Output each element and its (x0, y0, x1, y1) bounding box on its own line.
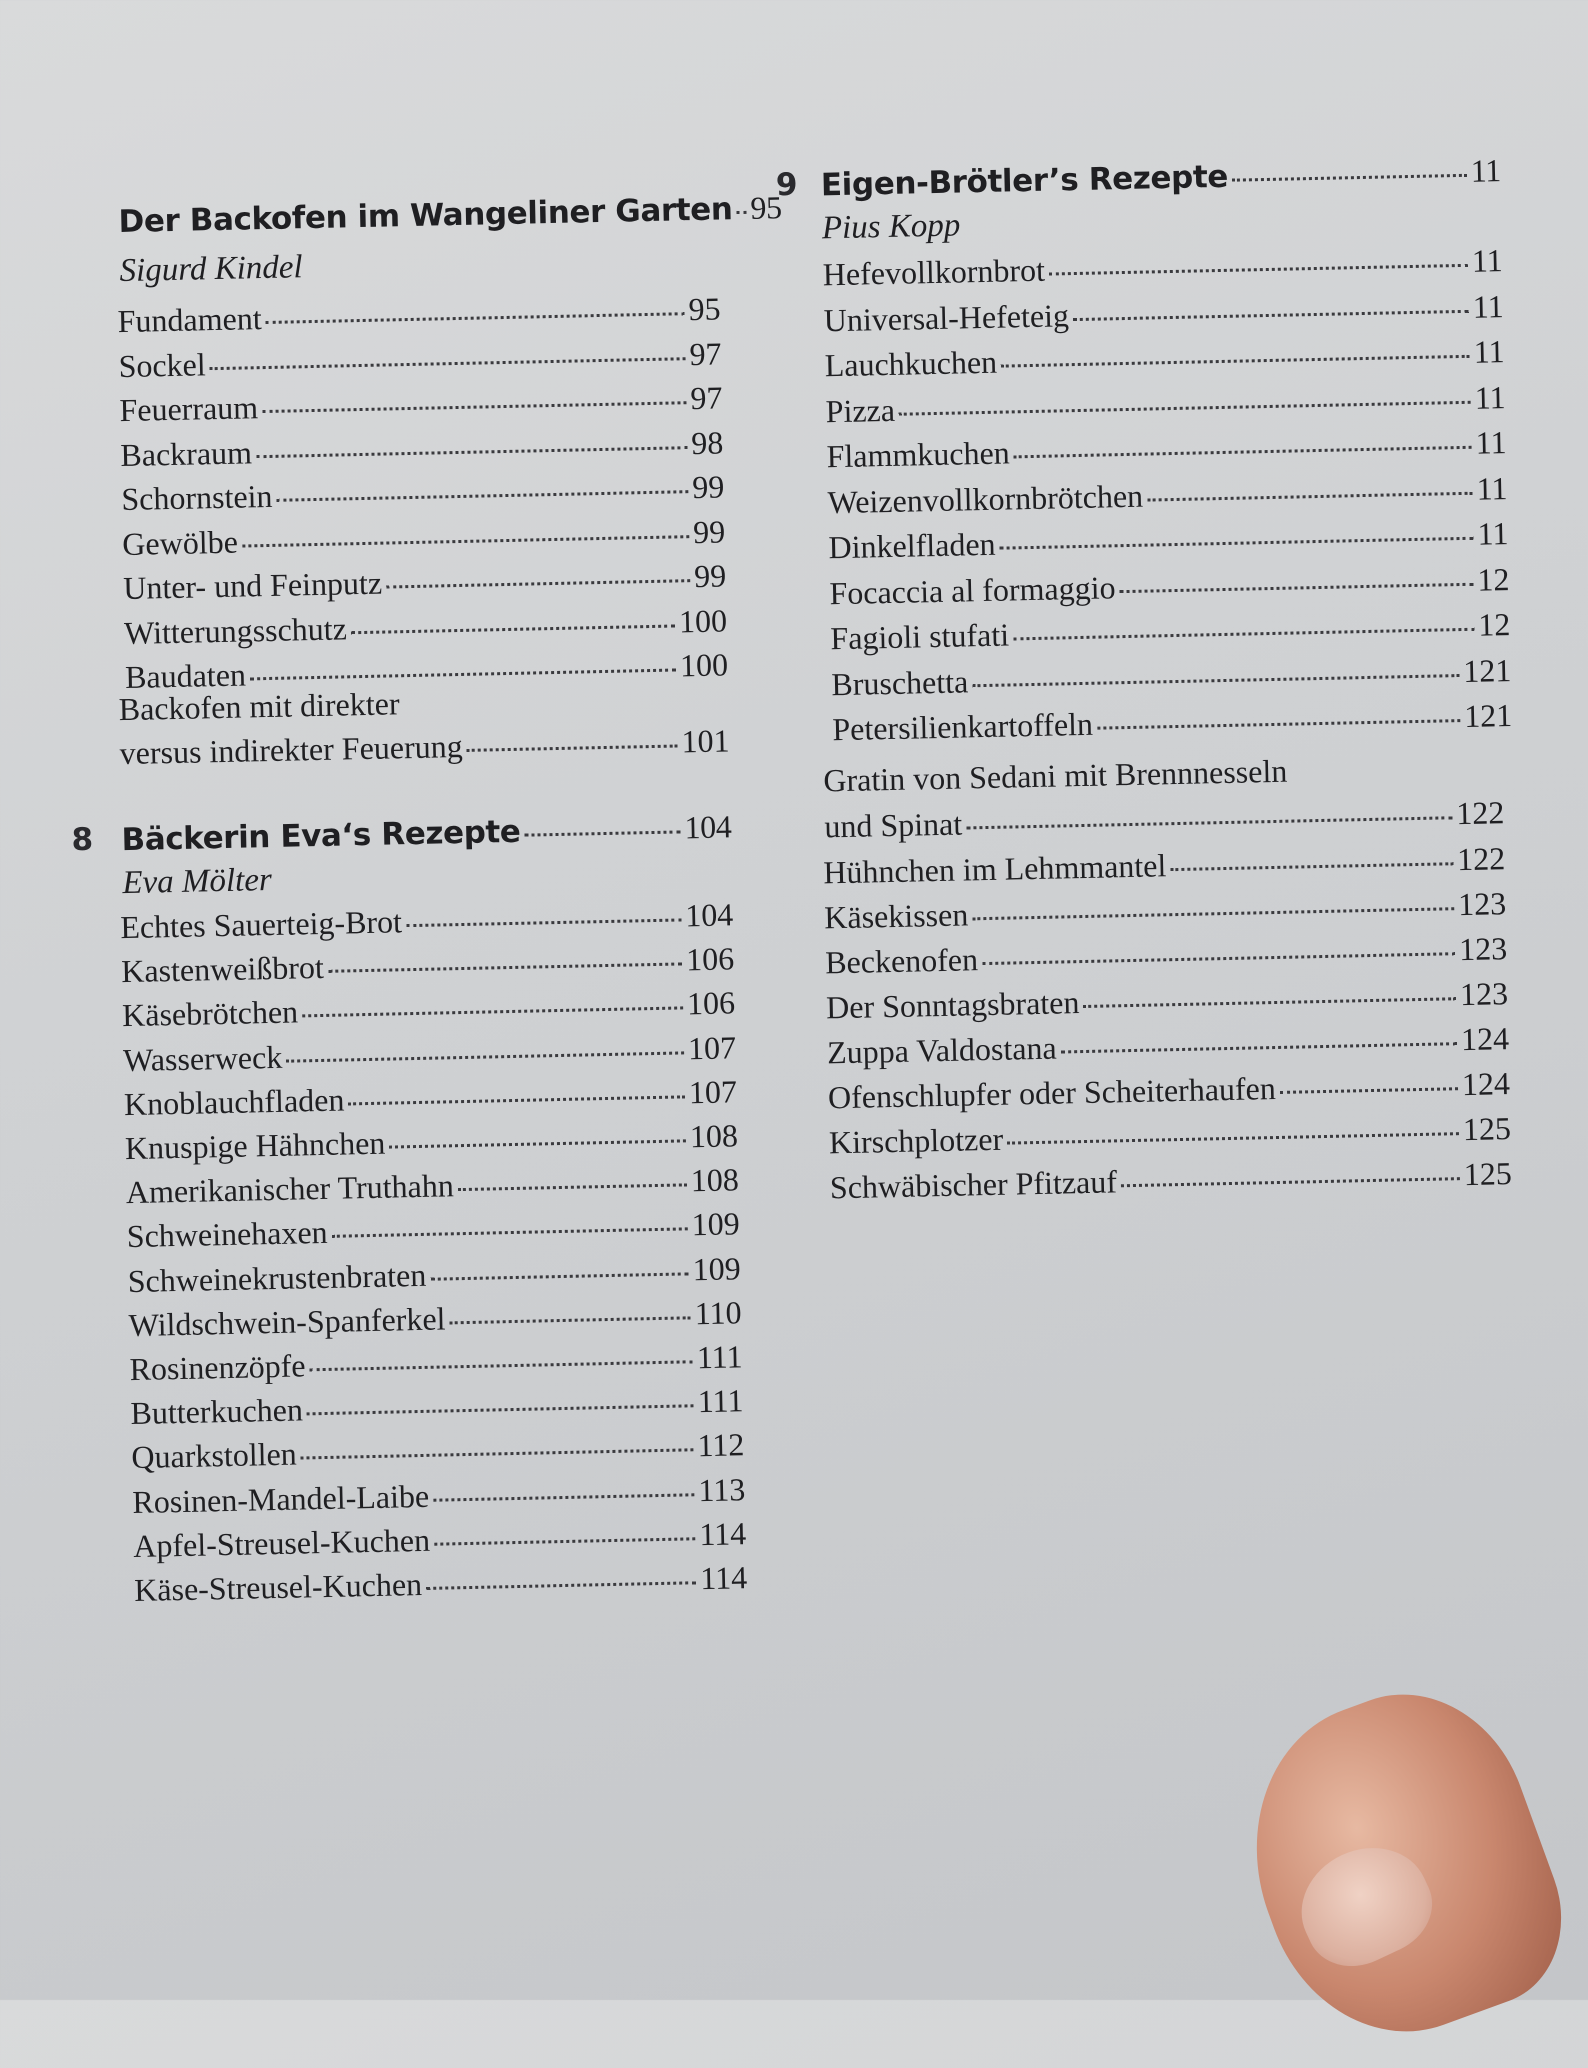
page-number: 114 (698, 1514, 747, 1552)
chapter-author: Eva Mölter (122, 861, 273, 902)
dot-leader (262, 399, 686, 413)
toc-entry-label: Witterungsschutz (123, 609, 348, 651)
toc-entry-label: Kirschplotzer (828, 1120, 1004, 1161)
page-number: 108 (690, 1161, 740, 1199)
dot-leader (1232, 172, 1467, 182)
page-number: 99 (693, 557, 727, 595)
toc-entry-label: Kastenweißbrot (120, 949, 325, 990)
page-number: 97 (689, 334, 722, 372)
dot-leader (434, 1535, 695, 1545)
dot-leader (433, 1491, 694, 1501)
toc-entry-label: Universal-Hefeteig (823, 296, 1070, 338)
chapter-number: 8 (71, 821, 94, 859)
dot-leader (1170, 860, 1453, 871)
page-number: 107 (688, 1073, 738, 1111)
toc-entry-label: Quarkstollen (131, 1435, 298, 1476)
toc-entry-label: Unter- und Feinputz (122, 564, 383, 607)
toc-entry-label: Schwäbischer Pfitzauf (829, 1163, 1118, 1206)
page-number: 113 (698, 1470, 746, 1508)
toc-entry-label: Amerikanischer Truthahn (125, 1167, 455, 1211)
dot-leader (1073, 307, 1469, 320)
toc-entry-label: Der Sonntagsbraten (825, 984, 1080, 1026)
toc-entry-label: Lauchkuchen (824, 343, 998, 384)
dot-leader (972, 672, 1459, 687)
toc-entry (129, 1338, 743, 1388)
toc-entry (124, 602, 728, 652)
dot-leader (1083, 995, 1456, 1008)
dot-leader (1001, 353, 1470, 368)
toc-entry-line1: Gratin von Sedani mit Brennnesseln (823, 752, 1288, 799)
dot-leader (426, 1579, 696, 1590)
chapter-title: Eigen-Brötler’s Rezepte (820, 158, 1229, 204)
dot-leader (250, 666, 676, 680)
toc-entry-line1: Backofen mit direkter (118, 685, 400, 728)
toc-entry (134, 1559, 748, 1609)
page-number: 125 (1462, 1110, 1512, 1148)
page-number: 112 (697, 1426, 745, 1464)
toc-entry (119, 722, 730, 772)
chapter-heading (71, 808, 732, 859)
toc-entry (121, 941, 735, 991)
toc-entry (123, 557, 727, 607)
toc-entry (128, 1294, 742, 1344)
dot-leader (332, 1226, 688, 1238)
page-number: 106 (686, 984, 736, 1022)
toc-entry (829, 561, 1510, 612)
dot-leader (348, 1093, 685, 1105)
toc-entry-label: Rosinen-Mandel-Laibe (131, 1477, 430, 1520)
page-number: 124 (1461, 1065, 1511, 1103)
dot-leader (210, 355, 686, 370)
page-number: 100 (678, 601, 728, 639)
toc-entry-label: Fagioli stufati (830, 616, 1010, 657)
toc-entry-label: Käsekissen (823, 896, 969, 936)
toc-entry-label: Hühnchen im Lehmmantel (822, 847, 1167, 891)
dot-leader (310, 1358, 693, 1371)
toc-entry-label: Beckenofen (824, 941, 979, 981)
dot-leader (1007, 1130, 1459, 1144)
toc-entry (132, 1471, 746, 1521)
page-number: 121 (1462, 651, 1512, 689)
chapter-heading (775, 152, 1502, 204)
toc-entry-label: Bruschetta (831, 662, 969, 702)
toc-entry (830, 1155, 1513, 1206)
toc-entry (830, 606, 1511, 657)
dot-leader (966, 814, 1452, 829)
dot-leader (266, 310, 685, 324)
toc-entry-label: Focaccia al formaggio (829, 568, 1116, 611)
toc-entry (824, 333, 1505, 384)
toc-entry (127, 1250, 741, 1300)
page-number: 122 (1456, 840, 1506, 878)
page-number: 104 (684, 808, 732, 846)
dot-leader (1061, 1040, 1457, 1053)
page-number: 11 (1470, 152, 1502, 189)
toc-entry (827, 470, 1508, 521)
page-number: 97 (690, 379, 723, 417)
page-number: 107 (687, 1028, 737, 1066)
page-number: 110 (694, 1294, 742, 1332)
toc-entry-label: Gewölbe (121, 523, 239, 562)
dot-leader (256, 444, 688, 458)
page-number: 99 (691, 468, 725, 506)
dot-leader (1280, 1085, 1458, 1094)
toc-entry (120, 424, 724, 474)
page-number: 11 (1477, 515, 1509, 552)
toc-entry-label: Zuppa Valdostana (826, 1029, 1058, 1071)
toc-entry-label: Käsebrötchen (121, 993, 299, 1034)
toc-entry-label: Weizenvollkornbrötchen (827, 477, 1144, 520)
toc-entry-label: Flammkuchen (826, 434, 1011, 475)
page-number: 109 (691, 1205, 741, 1243)
page-number: 11 (1475, 424, 1507, 461)
page-number: 100 (679, 646, 729, 684)
toc-entry (130, 1382, 744, 1432)
toc-entry-label: Apfel-Streusel-Kuchen (132, 1521, 431, 1564)
page-number: 11 (1474, 378, 1506, 416)
dot-leader (1120, 580, 1474, 592)
page-number: 11 (1472, 287, 1504, 325)
toc-entry-label: Rosinenzöpfe (129, 1347, 306, 1388)
toc-entry (119, 379, 723, 429)
toc-entry (827, 1020, 1510, 1071)
toc-entry (124, 1073, 738, 1123)
toc-entry (122, 985, 736, 1035)
toc-entry (121, 468, 725, 518)
toc-entry (824, 794, 1505, 845)
toc-left-column (49, 0, 783, 1609)
toc-entry-label: Schweinehaxen (126, 1214, 328, 1255)
dot-leader (389, 1137, 686, 1148)
toc-entry-label: Schweinekrustenbraten (127, 1256, 427, 1299)
dot-leader (458, 1182, 687, 1192)
toc-entry (131, 1427, 745, 1477)
toc-entry (125, 1117, 739, 1167)
dot-leader (301, 1447, 694, 1460)
page-number: 121 (1463, 696, 1513, 734)
toc-entry (831, 651, 1512, 702)
toc-entry (832, 697, 1513, 748)
dot-leader (736, 209, 746, 214)
dot-leader (1147, 489, 1473, 501)
dot-leader (286, 1049, 684, 1062)
toc-entry-label: Ofenschlupfer oder Scheiterhaufen (827, 1070, 1277, 1116)
dot-leader (328, 961, 682, 973)
dot-leader (524, 828, 680, 836)
toc-entry (822, 242, 1503, 293)
toc-entry-label: Schornstein (120, 477, 273, 518)
toc-entry-label: versus indirekter Feuerung (119, 727, 464, 772)
dot-leader (351, 622, 675, 634)
page-number: 11 (1471, 242, 1504, 279)
toc-entry-label: Käse-Streusel-Kuchen (133, 1566, 423, 1609)
page-number: 95 (688, 290, 721, 328)
toc-entry-label: Wasserweck (122, 1038, 283, 1078)
dot-leader (1014, 444, 1472, 459)
toc-entry (133, 1515, 747, 1565)
chapter-number: 9 (775, 166, 798, 204)
toc-entry-label: und Spinat (824, 805, 963, 845)
dot-leader (1000, 535, 1474, 550)
toc-entry-label: Sockel (118, 345, 207, 384)
toc-entry-label: Baudaten (124, 656, 247, 696)
page-number: 12 (1476, 560, 1510, 598)
page-number: 12 (1477, 605, 1511, 643)
toc-entry (117, 290, 721, 340)
toc-entry-label: Wildschwein-Spanferkel (128, 1300, 446, 1343)
toc-entry (828, 515, 1509, 566)
dot-leader (467, 742, 678, 751)
dot-leader (1121, 1175, 1460, 1187)
page-number: 95 (750, 189, 783, 226)
toc-entry-label: Feuerraum (119, 389, 259, 429)
toc-entry (126, 1206, 740, 1256)
toc-entry-label: Echtes Sauerteig-Brot (119, 903, 403, 946)
toc-entry (826, 424, 1507, 475)
toc-entry-label: Butterkuchen (130, 1391, 304, 1432)
dot-leader (1013, 626, 1474, 641)
page-number: 114 (699, 1559, 748, 1597)
toc-entry (823, 840, 1506, 891)
toc-entry (126, 1161, 740, 1211)
page-number: 106 (685, 940, 735, 978)
dot-leader (307, 1402, 694, 1415)
dot-leader (1049, 262, 1468, 276)
toc-entry (825, 379, 1506, 430)
dot-leader (899, 398, 1471, 415)
toc-entry-label: Pizza (825, 391, 896, 429)
page-number: 109 (692, 1249, 741, 1287)
toc-entry-label: Knuspige Hähnchen (124, 1124, 386, 1167)
dot-leader (386, 577, 690, 588)
toc-section-heading (118, 189, 783, 241)
toc-entry (123, 1029, 737, 1079)
page-number: 124 (1460, 1020, 1510, 1058)
dot-leader (449, 1314, 690, 1324)
toc-entry (829, 1110, 1512, 1161)
toc-entry-label: Dinkelfladen (828, 525, 996, 566)
page-number: 123 (1457, 885, 1507, 923)
page-number: 111 (697, 1382, 744, 1420)
page-number: 98 (690, 423, 724, 461)
page-number: 108 (689, 1117, 739, 1155)
dot-leader (1097, 717, 1460, 730)
page-number: 111 (696, 1338, 743, 1376)
page-number: 125 (1463, 1155, 1513, 1193)
section-author: Sigurd Kindel (119, 249, 303, 290)
dot-leader (430, 1270, 688, 1280)
toc-entry-label: Petersilienkartoffeln (831, 705, 1094, 748)
page-number: 123 (1458, 930, 1508, 968)
dot-leader (276, 488, 688, 502)
toc-entry-label: Fundament (117, 300, 262, 340)
chapter-author: Pius Kopp (821, 207, 961, 247)
page-number: 122 (1455, 794, 1505, 832)
toc-entry (122, 513, 726, 563)
toc-entry (118, 335, 722, 385)
dot-leader (406, 916, 681, 927)
dot-leader (242, 533, 689, 547)
toc-entry (824, 885, 1507, 936)
toc-entry (120, 896, 734, 946)
page-number: 99 (692, 512, 726, 550)
toc-entry-label: Knoblauchfladen (123, 1081, 345, 1122)
dot-leader (972, 905, 1454, 920)
toc-entry-label: Hefevollkornbrot (822, 251, 1046, 293)
chapter-title: Bäckerin Eva‘s Rezepte (121, 813, 521, 859)
toc-entry (826, 975, 1509, 1026)
toc-entry (823, 288, 1504, 339)
dot-leader (302, 1005, 683, 1018)
page-number: 101 (681, 722, 730, 760)
toc-entry-label: Backraum (120, 433, 253, 473)
dot-leader (982, 950, 1455, 965)
page-number: 104 (684, 896, 734, 934)
page-number: 11 (1476, 469, 1508, 507)
toc-entry (828, 1065, 1511, 1116)
section-title: Der Backofen im Wangeliner Garten (118, 191, 733, 241)
page-number: 123 (1459, 975, 1509, 1013)
toc-entry (825, 930, 1508, 981)
page-number: 11 (1473, 333, 1505, 370)
